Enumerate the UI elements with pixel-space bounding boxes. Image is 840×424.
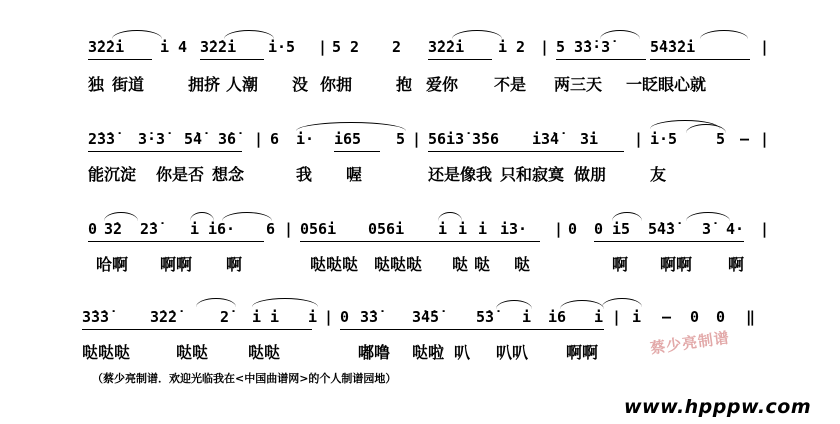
lyric: 两三天 <box>554 75 603 94</box>
note-group: 3̇3̇ <box>360 308 379 326</box>
lyric: 哒 <box>474 255 491 274</box>
lyric: 哒哒哒 <box>374 255 423 274</box>
note-group: i <box>190 220 200 238</box>
lyric: 啊 <box>612 255 629 274</box>
note-group: 56i3̇ <box>428 130 465 148</box>
lyric: 喔 <box>346 165 363 184</box>
beam-line <box>428 151 624 152</box>
barline-glyph: | <box>554 220 564 238</box>
lyric: 友 <box>650 165 667 184</box>
note-group: 3̇2̇2̇i <box>88 38 125 56</box>
note-group: 0 <box>568 220 578 238</box>
lyric: 啊啊 <box>566 343 599 362</box>
lyric: 哒哒 <box>248 343 281 362</box>
barline-glyph: | <box>540 38 550 56</box>
barline-glyph: | <box>254 130 264 148</box>
beam-line <box>556 59 646 60</box>
lyric: 哒 <box>452 255 469 274</box>
slur <box>296 122 406 131</box>
barline-glyph: | <box>760 38 770 56</box>
beam-line <box>594 241 744 242</box>
note-group: 5 3̇3̇·3̇ <box>556 38 611 56</box>
note-group: 0 <box>690 308 700 326</box>
slur <box>224 30 274 39</box>
barline-glyph: | <box>612 308 622 326</box>
footer-note: （蔡少亮制谱．欢迎光临我在<中国曲谱网>的个人制谱园地） <box>92 372 397 385</box>
slur <box>612 212 642 221</box>
beam-line <box>82 329 312 330</box>
site-watermark: www.hpppw.com <box>624 396 812 418</box>
slur <box>438 212 462 221</box>
lyric: 一眨眼心就 <box>626 75 707 94</box>
note-group: i <box>438 220 448 238</box>
note-group: 3̇2 <box>104 220 123 238</box>
lyric: 想念 <box>212 165 245 184</box>
note-group: i·5 <box>268 38 296 56</box>
note-group: i <box>632 308 642 326</box>
beam-line <box>88 241 264 242</box>
note-group: 3̇i <box>580 130 599 148</box>
note-group: 4 <box>178 38 188 56</box>
slur <box>560 300 604 309</box>
note-group: 056i <box>368 220 405 238</box>
slur <box>686 212 730 221</box>
lyric: 哒啦 <box>412 343 445 362</box>
note-group: 3̇2̇2̇ <box>150 308 178 326</box>
lyric: 抱 <box>396 75 413 94</box>
note-group: i <box>308 308 318 326</box>
lyric: 做朋 <box>574 165 607 184</box>
lyric: 啊啊 <box>160 255 193 274</box>
note-group: 5̇3̇ <box>476 308 495 326</box>
note-group: 3̇·3̇ <box>138 130 166 148</box>
lyric: 哒哒哒 <box>82 343 131 362</box>
note-group: 0 <box>88 220 98 238</box>
slur <box>190 212 214 221</box>
note-group: i <box>594 308 604 326</box>
slur <box>104 212 138 221</box>
barline-glyph: | <box>760 220 770 238</box>
note-group: i 2 <box>498 38 526 56</box>
lyric: 拥挤 <box>188 75 221 94</box>
lyric: 嘟噜 <box>358 343 391 362</box>
note-group: i <box>160 38 170 56</box>
note-group: i3̇4̇ <box>532 130 560 148</box>
lyric: 还是像我 <box>428 165 493 184</box>
slur <box>602 298 642 307</box>
note-group: 3̇4̇5̇ <box>412 308 440 326</box>
lyric: 没 <box>292 75 309 94</box>
note-group: i <box>478 220 488 238</box>
note-group: 4· <box>726 220 745 238</box>
lyric: 哒哒哒 <box>310 255 359 274</box>
slur <box>700 30 748 39</box>
lyric: 你拥 <box>320 75 353 94</box>
slur <box>222 212 272 221</box>
barline-glyph: | <box>412 130 422 148</box>
note-group: 0 <box>716 308 726 326</box>
note-group: i <box>522 308 532 326</box>
lyric: 啊啊 <box>660 255 693 274</box>
note-group: i· <box>296 130 315 148</box>
slur <box>452 30 502 39</box>
note-group: 5̇4̇3̇ <box>648 220 676 238</box>
slur <box>600 30 640 39</box>
lyric: 你是否 <box>156 165 205 184</box>
note-group: i3· <box>500 220 528 238</box>
note-group: 2 <box>392 38 402 56</box>
note-group: 2̇ <box>220 308 230 326</box>
lyric: 啊 <box>226 255 243 274</box>
lyric: 啊 <box>728 255 745 274</box>
note-group: 5̇4̇3̇2̇i <box>650 38 696 56</box>
barline-glyph: | <box>284 220 294 238</box>
barline-glyph: | <box>324 308 334 326</box>
note-group: 6 <box>270 130 280 148</box>
barline-glyph: | <box>760 130 770 148</box>
note-group: 2̇3̇3̇ <box>88 130 116 148</box>
note-group: 5 <box>396 130 406 148</box>
note-group: 5̇4̇ <box>184 130 203 148</box>
note-group: i <box>458 220 468 238</box>
lyric: 哈啊 <box>96 255 129 274</box>
lyric: 人潮 <box>226 75 259 94</box>
lyric: 我 <box>296 165 313 184</box>
lyric: 只和寂寞 <box>500 165 565 184</box>
note-group: 0 <box>340 308 350 326</box>
slur <box>196 298 236 307</box>
note-group: i6 <box>548 308 567 326</box>
lyric: 哒哒 <box>176 343 209 362</box>
note-group: 3̇2̇2̇i <box>200 38 237 56</box>
note-group: – <box>662 308 672 326</box>
note-group: 3̇56 <box>472 130 500 148</box>
note-group: 2̇3̇ <box>140 220 159 238</box>
slur <box>112 30 162 39</box>
note-group: i5 <box>612 220 631 238</box>
barline-glyph: | <box>318 38 328 56</box>
beam-line <box>300 241 540 242</box>
beam-line <box>334 151 380 152</box>
final-barline-glyph: ‖ <box>746 308 756 326</box>
note-group: i65 <box>334 130 362 148</box>
note-group: i6· <box>208 220 236 238</box>
beam-line <box>650 59 750 60</box>
beam-line <box>200 59 264 60</box>
slur <box>252 298 318 307</box>
note-group: 3̇2̇2̇i <box>428 38 465 56</box>
note-group: 5 <box>716 130 726 148</box>
note-group: 5 2 <box>332 38 360 56</box>
lyric: 哒 <box>514 255 531 274</box>
lyric: 爱你 <box>426 75 459 94</box>
note-group: 3̇6̇ <box>218 130 237 148</box>
beam-line <box>428 59 492 60</box>
beam-line <box>88 59 152 60</box>
lyric: 叭 <box>454 343 471 362</box>
barline-glyph: | <box>634 130 644 148</box>
note-group: i i <box>252 308 280 326</box>
note-group: i·5 <box>650 130 678 148</box>
lyric: 不是 <box>494 75 527 94</box>
lyric: 独 <box>88 75 105 94</box>
note-group: 3̇3̇3̇ <box>82 308 110 326</box>
lyric: 能沉淀 <box>88 165 137 184</box>
slur <box>686 124 726 133</box>
note-group: – <box>740 130 750 148</box>
note-group: 3̇ <box>702 220 712 238</box>
slur <box>496 300 532 309</box>
beam-line <box>88 151 242 152</box>
note-group: 6 <box>266 220 276 238</box>
lyric: 叭叭 <box>496 343 529 362</box>
lyric: 街道 <box>112 75 145 94</box>
beam-line <box>340 329 604 330</box>
watermark-stamp: 蔡少亮制谱 <box>649 328 731 358</box>
note-group: 056i <box>300 220 337 238</box>
note-group: 0 <box>594 220 604 238</box>
